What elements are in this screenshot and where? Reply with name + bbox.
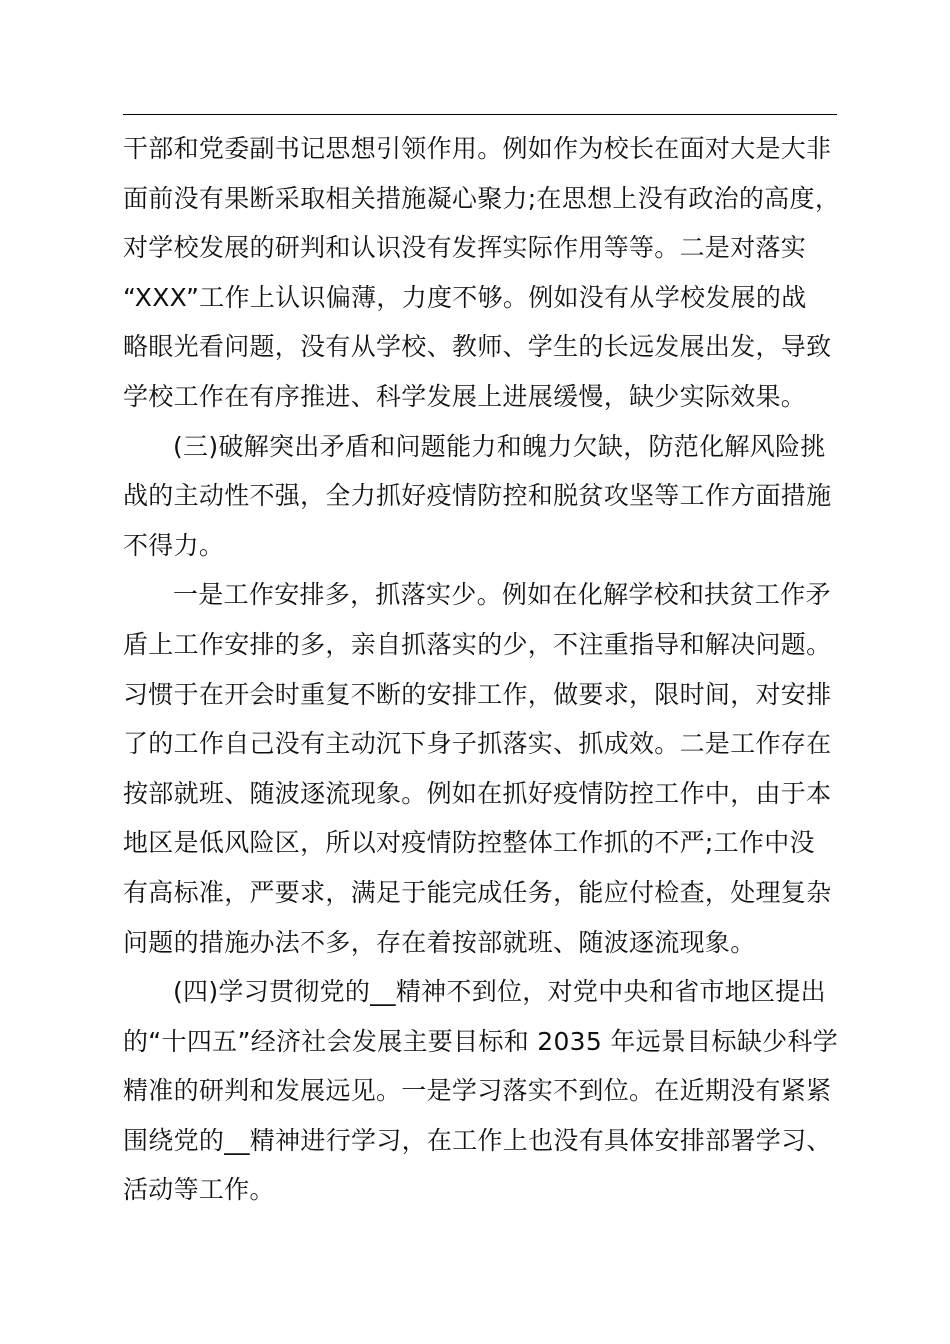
paragraph-heading-three: (三)破解突出矛盾和问题能力和魄力欠缺，防范化解风险挑 (173, 431, 826, 461)
text-line: 不得力。 (123, 530, 225, 560)
text-line: 面前没有果断采取相关措施凝心聚力;在思想上没有政治的高度， (123, 183, 841, 213)
text-line: 略眼光看问题，没有从学校、教师、学生的长远发展出发，导致 (123, 332, 832, 362)
text-line: 按部就班、随波逐流现象。例如在抓好疫情防控工作中，由于本 (123, 778, 832, 808)
text-line: “XXX”工作上认识偏薄，力度不够。例如没有从学校发展的战 (123, 282, 807, 312)
text-line: 盾上工作安排的多，亲自抓落实的少，不注重指导和解决问题。 (123, 629, 832, 659)
text-line: 问题的措施办法不多，存在着按部就班、随波逐流现象。 (123, 927, 756, 957)
text-line: 的“十四五”经济社会发展主要目标和 2035 年远景目标缺少科学 (123, 1026, 839, 1056)
text-line: 学校工作在有序推进、科学发展上进展缓慢，缺少实际效果。 (123, 381, 807, 411)
text-line: 精准的研判和发展远见。一是学习落实不到位。在近期没有紧紧 (123, 1076, 832, 1106)
header-rule (123, 114, 837, 115)
text-line: 了的工作自己没有主动沉下身子抓落实、抓成效。二是工作存在 (123, 729, 832, 759)
document-body (123, 124, 863, 1215)
text-line: 习惯于在开会时重复不断的安排工作，做要求，限时间，对安排 (123, 679, 832, 709)
text-line: 围绕党的__精神进行学习，在工作上也没有具体安排部署学习、 (123, 1125, 832, 1155)
text-line: 有高标准，严要求，满足于能完成任务，能应付检查，处理复杂 (123, 877, 832, 907)
text-line: 地区是低风险区，所以对疫情防控整体工作抓的不严;工作中没 (123, 828, 815, 858)
paragraph-start: 一是工作安排多，抓落实少。例如在化解学校和扶贫工作矛 (173, 580, 831, 610)
paragraph-heading-four: (四)学习贯彻党的__精神不到位，对党中央和省市地区提出 (173, 977, 826, 1007)
text-line: 干部和党委副书记思想引领作用。例如作为校长在面对大是大非 (123, 134, 832, 163)
text-line: 对学校发展的研判和认识没有发挥实际作用等等。二是对落实 (123, 233, 807, 263)
text-line: 活动等工作。 (123, 1175, 275, 1205)
text-line: 战的主动性不强，全力抓好疫情防控和脱贫攻坚等工作方面措施 (123, 481, 832, 511)
